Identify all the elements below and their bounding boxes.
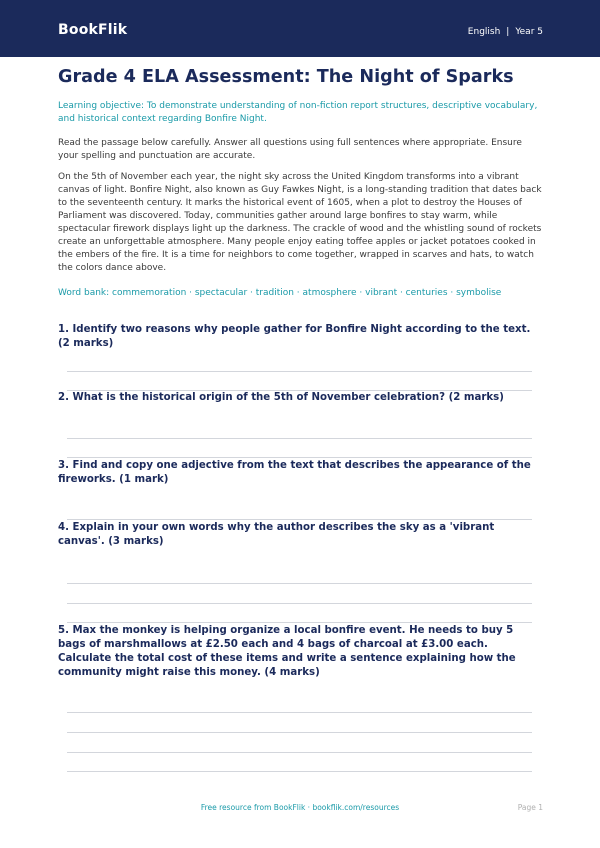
header-meta	[468, 27, 543, 37]
answer-line[interactable]	[67, 752, 532, 753]
subject-label: English	[467, 27, 501, 37]
answer-line[interactable]	[67, 519, 532, 520]
question-4: 4. Explain in your own words why the author describes the sky as a 'vibrant canvas'. (3 marks)	[58, 522, 495, 547]
top-banner	[0, 0, 600, 57]
page-title: Grade 4 ELA Assessment: The Night of Sparks	[58, 67, 514, 87]
instructions-text: Read the passage below carefully. Answer all questions using full sentences where appropriate. Ensure your spelling and punctuation are accurate.	[58, 138, 522, 161]
answer-line[interactable]	[67, 457, 532, 458]
year-label: Year 5	[515, 27, 543, 37]
reading-passage: On the 5th of November each year, the night sky across the United Kingdom transforms into a vibrant canvas of light. Bonfire Night, also known as Guy Fawkes Night, is a long-standing tradition that dates back to the seventeenth century. It marks the historical event of 1605, when a plot to destroy the Houses of Parliament was discovered. Today, communities gather around large bonfires to stay warm, while spectacular firework displays light up the darkness. The crackle of wood and the whistling sound of rockets create an unforgettable atmosphere. Many people enjoy eating toffee apples or jacket potatoes cooked in the embers of the fire. It is a time for neighbors to come together, wrapped in scarves and hats, to watch the colors dance above.	[58, 172, 542, 273]
brand-logo-text[interactable]: BookFlik	[58, 22, 128, 38]
learning-objective: Learning objective: To demonstrate understanding of non-fiction report structures, descriptive vocabulary, and historical context regarding Bonfire Night.	[58, 101, 538, 124]
answer-line[interactable]	[67, 438, 532, 439]
question-3: 3. Find and copy one adjective from the text that describes the appearance of the fireworks. (1 mark)	[58, 460, 531, 485]
footer-resource-link[interactable]: Free resource from BookFlik · bookflik.com/resources	[200, 803, 400, 812]
word-bank: Word bank: commemoration · spectacular · tradition · atmosphere · vibrant · centuries · symbolise	[58, 288, 502, 298]
answer-line[interactable]	[67, 371, 532, 372]
question-2: 2. What is the historical origin of the 5th of November celebration? (2 marks)	[58, 392, 504, 403]
worksheet-intro	[58, 66, 544, 300]
answer-line[interactable]	[67, 622, 532, 623]
answer-line[interactable]	[67, 712, 532, 713]
meta-separator: |	[506, 27, 510, 37]
answer-line[interactable]	[67, 603, 532, 604]
question-1: 1. Identify two reasons why people gather for Bonfire Night according to the text. (2 marks)	[58, 324, 531, 349]
answer-line[interactable]	[67, 771, 532, 772]
answer-line[interactable]	[67, 583, 532, 584]
question-5: 5. Max the monkey is helping organize a local bonfire event. He needs to buy 5 bags of marshmallows at £2.50 each and 4 bags of charcoal at £3.00 each. Calculate the total cost of these items and write a sentence explaining how the community might raise this money. (4 marks)	[58, 625, 516, 678]
page-number: Page 1	[517, 803, 543, 812]
answer-line[interactable]	[67, 732, 532, 733]
